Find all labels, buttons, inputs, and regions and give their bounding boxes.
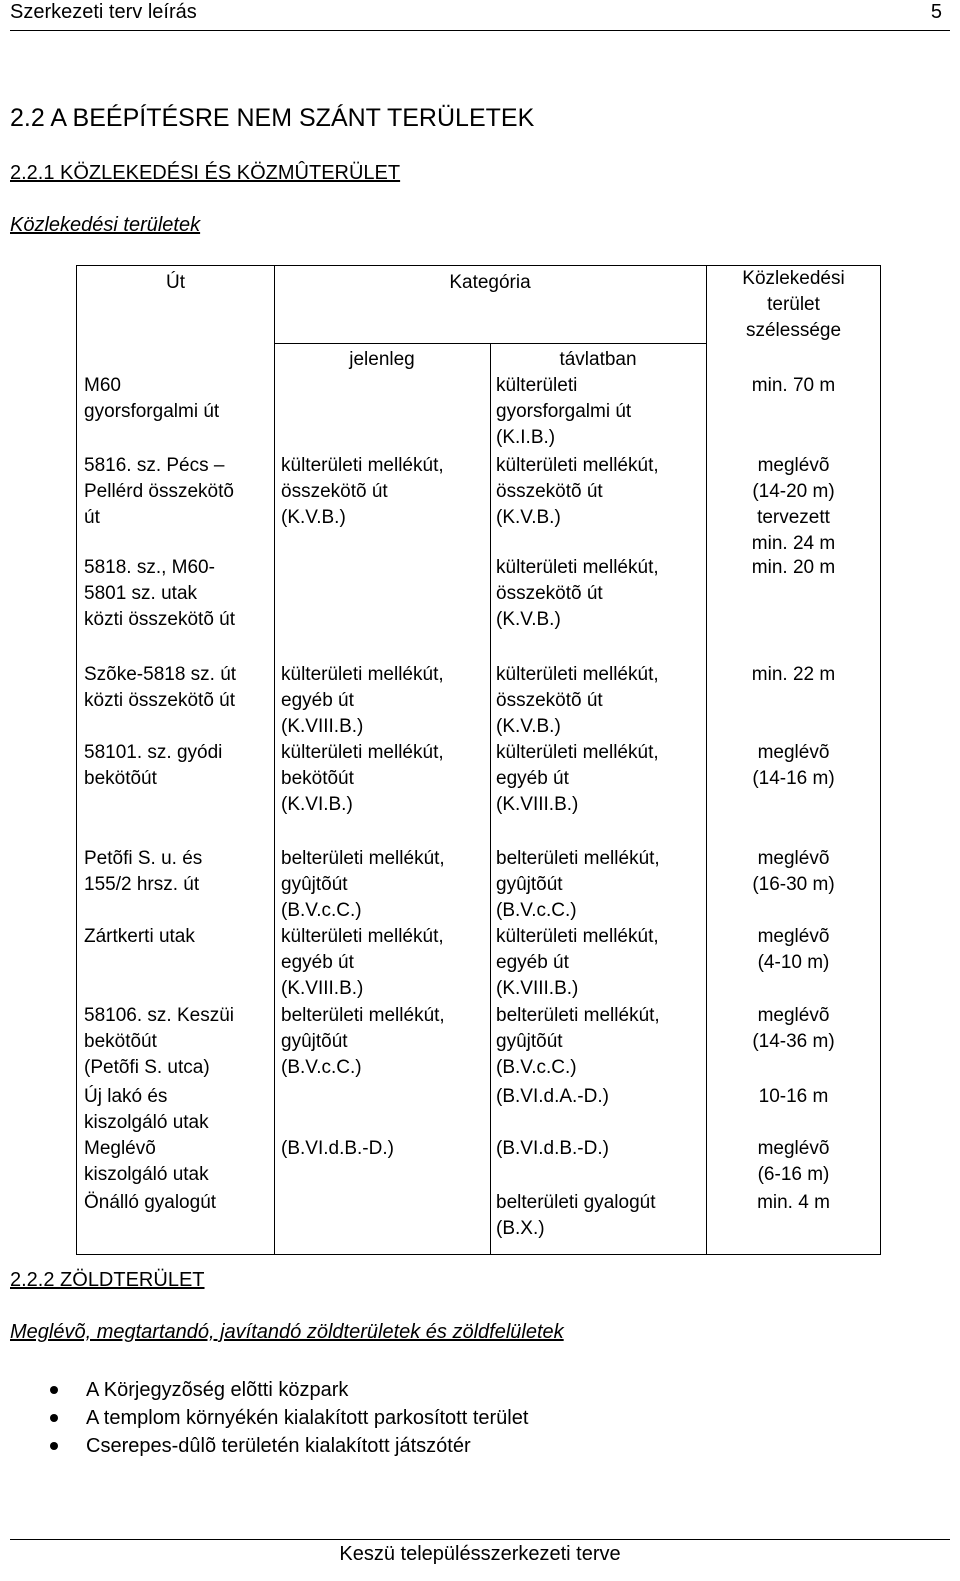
bullet-icon — [50, 1442, 58, 1450]
table-col-divider — [274, 266, 275, 1254]
page-number: 5 — [930, 1, 942, 23]
cell-jelenleg: külterületi mellékút, bekötõút (K.VI.B.) — [281, 742, 444, 815]
cell-tavlatban: külterületi mellékút, egyéb út (K.VIII.B.) — [496, 926, 659, 999]
cell-jelenleg: külterületi mellékút, egyéb út (K.VIII.B.) — [281, 664, 444, 737]
header-title: Szerkezeti terv leírás — [10, 1, 197, 23]
table-col-divider — [490, 343, 491, 1254]
cell-ut: 5816. sz. Pécs – Pellérd összekötõ út — [84, 455, 234, 528]
cell-jelenleg: belterületi mellékút, gyûjtõút (B.V.c.C.) — [281, 1005, 445, 1078]
cell-tavlatban: külterületi mellékút, összekötõ út (K.V.B.) — [496, 455, 659, 528]
cell-tavlatban: (B.VI.d.A.-D.) — [496, 1086, 609, 1107]
cell-ut: Petõfi S. u. és 155/2 hrsz. út — [84, 848, 203, 895]
cell-tavlatban: belterületi mellékút, gyûjtõút (B.V.c.C.) — [496, 1005, 660, 1078]
cell-ut: 5818. sz., M60- 5801 sz. utak közti összekötõ út — [84, 557, 236, 630]
cell-tavlatban: külterületi mellékút, összekötõ út (K.V.B.) — [496, 557, 659, 630]
page-header — [10, 0, 950, 31]
list-item — [50, 1404, 528, 1432]
bullet-icon — [50, 1386, 58, 1394]
list-item-text: Cserepes-dûlõ területén kialakított játszótér — [86, 1435, 471, 1457]
cell-tavlatban: külterületi mellékút, egyéb út (K.VIII.B.) — [496, 742, 659, 815]
cell-szelesseg: meglévõ (14-36 m) — [752, 1005, 835, 1052]
cell-szelesseg: min. 22 m — [751, 664, 836, 685]
cell-ut: Önálló gyalogút — [84, 1192, 217, 1213]
cell-tavlatban: külterületi gyorsforgalmi út (K.I.B.) — [496, 375, 632, 448]
subsection-title: 2.2.1 KÖZLEKEDÉSI ÉS KÖZMÛTERÜLET — [10, 162, 401, 184]
header-szelesseg: Közlekedési terület szélessége — [742, 268, 845, 341]
footer-divider — [10, 1539, 950, 1540]
cell-jelenleg: (B.VI.d.B.-D.) — [281, 1138, 394, 1159]
header-tavlatban: távlatban — [559, 349, 637, 370]
cell-ut: M60 gyorsforgalmi út — [84, 375, 220, 422]
green-areas-caption: Meglévõ, megtartandó, javítandó zöldterületek és zöldfelületek — [10, 1321, 564, 1343]
cell-ut: Szõke-5818 sz. út közti összekötõ út — [84, 664, 237, 711]
cell-tavlatban: külterületi mellékút, összekötõ út (K.V.B.) — [496, 664, 659, 737]
table-caption: Közlekedési területek — [10, 214, 201, 236]
cell-szelesseg: min. 70 m — [751, 375, 836, 396]
traffic-areas-table — [76, 265, 881, 1255]
cell-szelesseg: meglévõ (14-16 m) — [752, 742, 835, 789]
cell-tavlatban: belterületi gyalogút (B.X.) — [496, 1192, 656, 1239]
cell-szelesseg: meglévõ (16-30 m) — [752, 848, 835, 895]
header-kategoria: Kategória — [449, 272, 531, 293]
cell-jelenleg: külterületi mellékút, összekötõ út (K.V.B.) — [281, 455, 444, 528]
table-row-divider — [274, 343, 706, 344]
bullet-icon — [50, 1414, 58, 1422]
cell-ut: Meglévõ kiszolgáló utak — [84, 1138, 209, 1185]
list-item — [50, 1432, 528, 1460]
section-title: 2.2 A BEÉPÍTÉSRE NEM SZÁNT TERÜLETEK — [10, 104, 535, 132]
list-item-text: A templom környékén kialakított parkosított terület — [86, 1407, 529, 1429]
list-item-text: A Körjegyzõség elõtti közpark — [86, 1379, 349, 1401]
cell-ut: Zártkerti utak — [84, 926, 195, 947]
cell-tavlatban: (B.VI.d.B.-D.) — [496, 1138, 609, 1159]
green-areas-list — [50, 1376, 528, 1460]
cell-szelesseg: meglévõ (4-10 m) — [757, 926, 830, 973]
cell-ut: Új lakó és kiszolgáló utak — [84, 1086, 209, 1133]
cell-szelesseg: meglévõ (14-20 m) tervezett min. 24 m — [751, 455, 836, 554]
page-footer: Keszü településszerkezeti terve — [339, 1543, 621, 1565]
cell-ut: 58101. sz. gyódi bekötõút — [84, 742, 223, 789]
header-jelenleg: jelenleg — [349, 349, 415, 370]
cell-ut: 58106. sz. Keszüi bekötõút (Petõfi S. utca) — [84, 1005, 234, 1078]
cell-szelesseg: meglévõ (6-16 m) — [757, 1138, 830, 1185]
cell-jelenleg: belterületi mellékút, gyûjtõút (B.V.c.C.) — [281, 848, 445, 921]
cell-jelenleg: külterületi mellékút, egyéb út (K.VIII.B.) — [281, 926, 444, 999]
header-ut: Út — [166, 272, 185, 293]
cell-tavlatban: belterületi mellékút, gyûjtõút (B.V.c.C.) — [496, 848, 660, 921]
cell-szelesseg: min. 20 m — [751, 557, 836, 578]
list-item — [50, 1376, 528, 1404]
subsection2-title: 2.2.2 ZÖLDTERÜLET — [10, 1269, 205, 1291]
cell-szelesseg: min. 4 m — [757, 1192, 830, 1213]
cell-szelesseg: 10-16 m — [758, 1086, 829, 1107]
